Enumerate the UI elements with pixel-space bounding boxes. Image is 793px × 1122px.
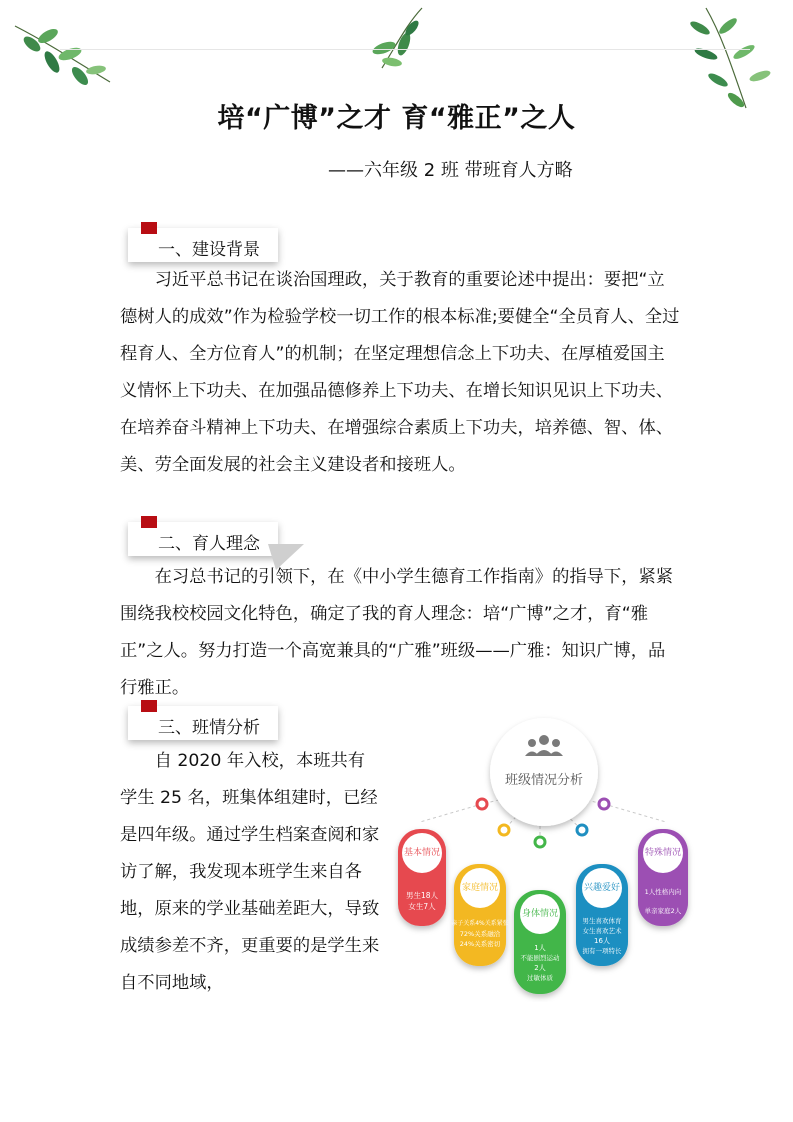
connector-node <box>499 825 509 835</box>
paragraph: 在习总书记的引领下，在《中小学生德育工作指南》的指导下，紧紧围绕我校校园文化特色，确定了我的育人理念：培“广博”之才，育“雅正”之人。努力打造一个高宽兼具的“广雅”班级——广雅：知识广博，品行雅正。 <box>120 567 674 698</box>
section-class-analysis-body <box>120 743 382 1002</box>
info-card-family <box>454 864 506 966</box>
section-heading-label: 一、建设背景 <box>158 240 260 260</box>
section-heading-label: 二、育人理念 <box>158 534 260 554</box>
section-philosophy-body <box>120 559 680 707</box>
info-card-line: 拥有一项特长 <box>582 947 622 955</box>
info-card-line: 1人性格内向 <box>644 888 682 896</box>
section-background-body <box>120 262 680 484</box>
info-card-line: 过敏体质 <box>527 974 553 982</box>
paragraph: 自 2020 年入校，本班共有学生 25 名，班集体组建时，已经是四年级。通过学生档案查阅和家访了解，我发现本班学生来自各地，原来的学业基础差距大，导致成绩参差不齐，更重要的是学生来自不同地域， <box>120 751 380 993</box>
section-marker <box>141 700 157 712</box>
center-bubble <box>490 718 598 826</box>
paragraph: 习近平总书记在谈治国理政，关于教育的重要论述中提出：要把“立德树人的成效”作为检验学校一切工作的根本标准;要健全“全员育人、全过程育人、全方位育人”的机制；在坚定理想信念上下功夫、在厚植爱国主义情怀上下功夫、在加强品德修养上下功夫、在增长知识见识上下功夫、在培养奋斗精神上下功夫、在增强综合素质上下功夫，培养德、智、体、美、劳全面发展的社会主义建设者和接班人。 <box>120 270 680 475</box>
section-heading-philosophy <box>128 522 278 556</box>
connector-node <box>477 799 487 809</box>
infographic-center-title: 班级情况分析 <box>504 773 584 788</box>
section-heading-class-analysis <box>128 706 278 740</box>
header-rule <box>60 49 750 50</box>
section-marker <box>141 222 157 234</box>
info-card-line: 1人 <box>534 944 546 952</box>
info-card-line: 亲子关系4%关系紧张 <box>451 920 509 927</box>
info-card-line: 女生7人 <box>408 902 436 911</box>
section-marker <box>141 516 157 528</box>
document-subtitle: ——六年级 2 班 带班育人方略 <box>328 160 573 181</box>
leaf-decoration-left <box>10 14 120 94</box>
connector-node <box>577 825 587 835</box>
info-card-line: 单亲家庭2人 <box>644 907 682 915</box>
class-analysis-infographic <box>390 712 700 1002</box>
info-card-line: 不能剧烈运动 <box>520 954 560 962</box>
info-card-line: 16人 <box>594 937 610 945</box>
info-card-title: 身体情况 <box>521 909 559 919</box>
info-card-title: 基本情况 <box>403 848 441 858</box>
info-card-title: 兴趣爱好 <box>583 883 621 893</box>
section-heading-label: 三、班情分析 <box>158 718 260 738</box>
info-card-line: 72%关系融洽 <box>459 930 501 938</box>
info-card-title: 家庭情况 <box>461 883 499 893</box>
leaf-decoration-center <box>362 4 432 74</box>
info-card-line: 女生喜欢艺术 <box>582 927 622 935</box>
document-title: 培“广博”之才 育“雅正”之人 <box>217 103 576 134</box>
info-card-title: 特殊情况 <box>644 848 682 858</box>
info-card-line: 男生喜欢体育 <box>582 917 622 925</box>
info-card-basic <box>398 829 446 926</box>
section-heading-background <box>128 228 278 262</box>
connector-node <box>535 837 545 847</box>
info-card-line: 2人 <box>534 964 546 972</box>
connector-node <box>599 799 609 809</box>
info-card-line: 男生18人 <box>405 891 439 900</box>
info-card-line: 24%关系密切 <box>459 940 501 948</box>
